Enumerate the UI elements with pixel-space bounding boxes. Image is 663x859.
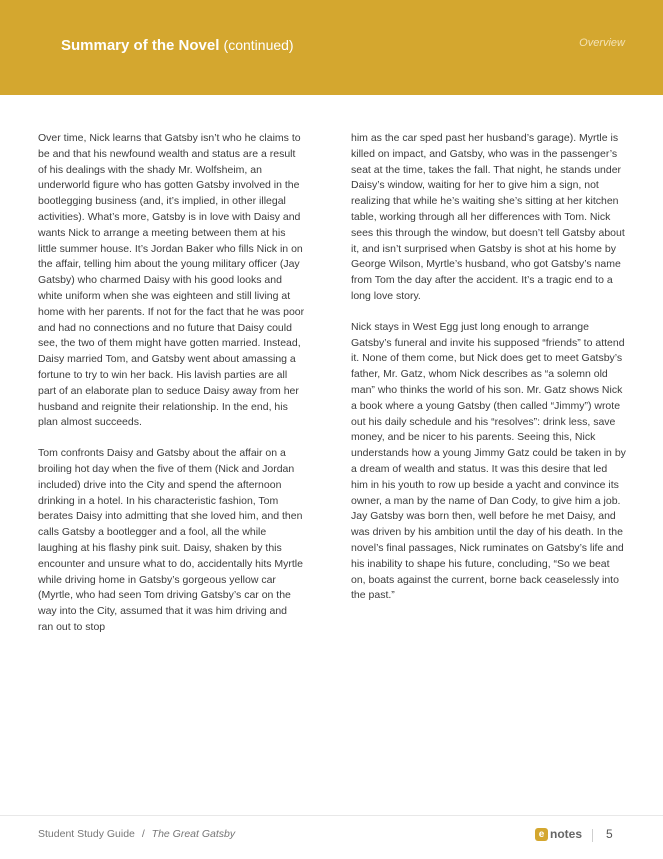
page-footer [0, 815, 663, 859]
text-column-right [351, 131, 627, 619]
paragraph: him as the car sped past her husband’s garage). Myrtle is killed on impact, and Gatsby, who was in the passenger’s seat at the time, takes the fall. That night, he stands under Daisy’s window, waiting for her to give him a sign, not realizing that while he’s waiting she’s sitting at her kitchen table, working through all her differences with Tom. Nick sees this through the window, but doesn’t tell Gatsby about it, and isn’t surprised when Gatsby is shot at his home by George Wilson, Myrtle’s husband, who got Gatsby’s name from Tom the day after the accident. It’s a tragic end to a long love story. [351, 132, 625, 302]
page-title-suffix: (continued) [223, 37, 294, 53]
text-column-left [38, 131, 305, 651]
paragraph: Nick stays in West Egg just long enough to arrange Gatsby’s funeral and invite his supposed “friends” to attend it. None of them come, but Nick does get to meet Gatsby’s father, Mr. Gatz, whom Nick describes as “a solemn old man” who thinks the world of his son. Mr. Gatz shows Nick a book where a young Gatsby (then called “Jimmy”) wrote out his daily schedule and his “resolves”: drink less, save money, and be nicer to his parents. Seeing this, Nick understands how a young Jimmy Gatz could be taken in by a dream of wealth and status. It was this desire that led him in his youth to row up beside a yacht and convince its owner, a man by the name of Dan Cody, to give him a job. Jay Gatsby was born then, well before he met Daisy, and was driven by his ambition until the day of his death. In the novel’s final passages, Nick ruminates on Gatsby’s life and his inability to shape his future, concluding, “So we beat on, boats against the current, borne back ceaselessly into the past.” [351, 320, 626, 602]
book-title: The Great Gatsby [151, 828, 236, 840]
section-label: Overview [579, 37, 625, 49]
enotes-wordmark: notes [550, 827, 583, 841]
enotes-logo [535, 827, 582, 841]
page-number: 5 [606, 827, 613, 841]
paragraph: Tom confronts Daisy and Gatsby about the affair on a broiling hot day when the five of them (Nick and Jordan included) drive into the City and spend the afternoon drinking in a hotel. In his characteristic fashion, Tom berates Daisy into admitting that she loved him, and then calls Gatsby a bootlegger and a fool, all the while laughing at his flashy pink suit. Daisy, shaken by this encounter and unsure what to do, accidentally hits Myrtle while driving home in Gatsby’s gorgeous yellow car (Myrtle, who had seen Tom driving Gatsby’s car on the way into the City, assumed that it was him driving and ran out to stop [38, 447, 303, 633]
footer-guide [38, 828, 235, 840]
footer-divider [592, 829, 593, 842]
page-title-main: Summary of the Novel [61, 37, 220, 54]
guide-label: Student Study Guide [38, 828, 135, 840]
footer-separator: / [141, 828, 145, 840]
page-header [0, 0, 663, 95]
enotes-mark-icon: e [535, 828, 548, 841]
paragraph: Over time, Nick learns that Gatsby isn’t who he claims to be and that his newfound wealth and status are a result of his dealings with the shady Mr. Wolfsheim, an underworld figure who has gotten Gatsby involved in the bootlegging business (and, it’s implied, in other illegal activities). What’s more, Gatsby is in love with Daisy and wants Nick to arrange a meeting between them at his little summer house. It’s Jordan Baker who fills Nick in on the affair, telling him about the young military officer (Jay Gatsby) who charmed Daisy with his good looks and white uniform when she was eighteen and still living at home with her parents. If not for the fact that he was poor and had no connections and no future that Daisy could see, the two of them might have gotten married. Instead, Daisy married Tom, and Gatsby went about amassing a fortune to try to win her back. His lavish parties are all part of an elaborate plan to seduce Daisy away from her husband and reignite their relationship. In the end, his plan almost succeeds. [38, 132, 305, 429]
page-title [61, 35, 294, 56]
